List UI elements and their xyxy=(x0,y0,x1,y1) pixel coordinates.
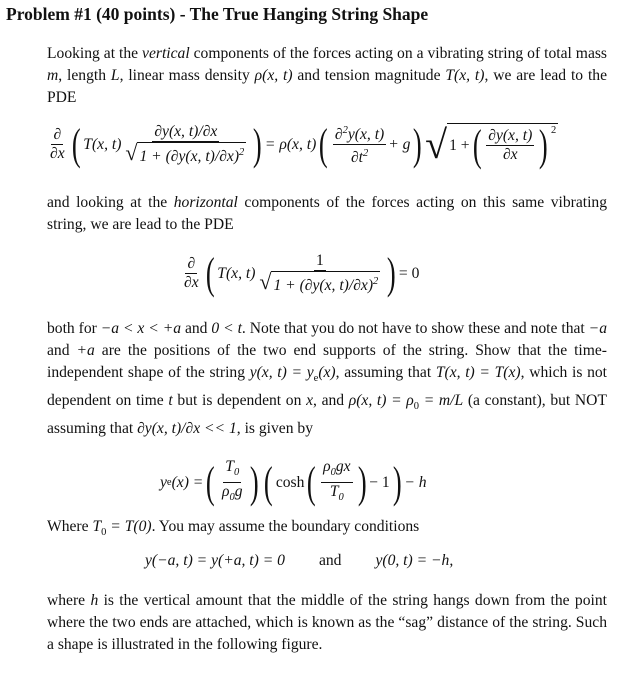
cosh: cosh xyxy=(275,473,305,491)
horizontal-paragraph xyxy=(47,192,607,236)
exp: 2 xyxy=(373,276,379,287)
math: T xyxy=(92,518,102,535)
T: T xyxy=(329,483,339,501)
text: . Note that you do not have to show these and note that xyxy=(241,320,589,337)
text: Looking at the xyxy=(47,45,143,62)
partial: ∂ xyxy=(53,126,62,144)
conditions-paragraph xyxy=(47,318,607,440)
text: is the vertical amount that the middle of the string hangs down from the point where the two ends are attached, which is known as the “sag” distance of the string. Such a shape is illustrated in the following figure. xyxy=(47,592,607,653)
tension: T(x, t) xyxy=(83,135,122,153)
dx: ∂x xyxy=(502,146,518,164)
math: x xyxy=(306,392,313,410)
sub: 0 xyxy=(330,467,336,479)
math: = T(0) xyxy=(106,518,152,535)
sag-paragraph xyxy=(47,590,607,656)
partial-x: ∂x xyxy=(184,274,199,292)
text: , and xyxy=(313,392,349,410)
text: but is dependent on xyxy=(172,392,307,410)
text: , is given by xyxy=(236,420,313,438)
numerator: ∂y(x, t)/∂x xyxy=(154,123,218,141)
dt: ∂t xyxy=(350,149,363,167)
text: and xyxy=(47,342,77,359)
dy: ∂y(x, t) xyxy=(488,127,533,145)
sub: e xyxy=(166,477,172,489)
text: , assuming that xyxy=(335,364,436,381)
gravity: + g xyxy=(388,135,411,153)
minus-one: − 1 xyxy=(369,473,390,491)
minus-h: − h xyxy=(404,473,427,491)
math: t xyxy=(168,392,173,410)
math: L xyxy=(110,67,120,84)
text: components of the forces acting on this same vibrating string, we are lead to the PDE xyxy=(47,194,607,233)
math: ρ(x, t) xyxy=(254,67,293,84)
math: −a xyxy=(588,320,607,337)
gx: gx xyxy=(335,458,351,475)
rhs: = 0 xyxy=(398,264,420,282)
text: are the positions of the two end supports of the string. Show that the time-independent shape of the string xyxy=(47,342,607,381)
sub: 0 xyxy=(229,492,235,504)
y: y(x, t) xyxy=(347,126,385,144)
problem-title: Problem #1 (40 points) - The True Hanging String Shape xyxy=(6,4,429,24)
partial: ∂ xyxy=(187,255,196,273)
bc-ends: y(−a, t) = y(+a, t) = 0 xyxy=(145,552,285,569)
sub: 0 xyxy=(338,492,344,504)
math: m xyxy=(47,67,59,84)
text: where xyxy=(47,592,91,609)
text: , linear mass density xyxy=(119,67,255,84)
numerator: 1 xyxy=(315,252,324,269)
text: and tension magnitude xyxy=(292,67,446,84)
x: (x) = xyxy=(171,473,204,491)
math: T(x, t) = T(x) xyxy=(435,364,521,381)
subscript: 0 xyxy=(413,401,420,413)
g: g xyxy=(234,483,243,501)
math: T(x, t) xyxy=(445,67,485,84)
T: T xyxy=(225,458,234,475)
text: and looking at the xyxy=(47,194,174,211)
subscript: 0 xyxy=(101,527,107,539)
text: and xyxy=(181,320,212,337)
text: . You may assume the boundary conditions xyxy=(151,518,420,535)
text: , which is not dependent on time xyxy=(47,364,607,410)
pde-vertical-equation: $\frac{\partial}{\partial x}$ ( T(x, t) ∂y(x, t)/∂x √ 1 + (∂y(x, t)/∂x)$^2$ ) = ρ(x, t) ( $\frac{\partial^2y(x, t)}{\partial t^2}$ + g ) √ 1 + ( $\frac{\partial y(x, t)}{\partial x}$ ) $^2$ xyxy=(50,119,557,170)
math: ∂y(x, t)/∂x << 1 xyxy=(137,420,237,438)
math: = m/L xyxy=(419,392,464,410)
exp: 2 xyxy=(342,125,348,136)
exp: 2 xyxy=(362,148,369,160)
math: −a < x < +a xyxy=(100,320,182,337)
subscript: e xyxy=(313,373,319,385)
math: y(x, t) = y xyxy=(249,364,314,381)
boundary-conditions xyxy=(145,552,453,570)
math: +a xyxy=(76,342,95,359)
text: both for xyxy=(47,320,101,337)
bc-middle: y(0, t) = −h, xyxy=(375,552,454,569)
emphasis: horizontal xyxy=(173,194,238,211)
text: components of the forces acting on a vibrating string of total mass xyxy=(189,45,607,62)
math: 0 < t xyxy=(211,320,242,337)
emphasis: vertical xyxy=(142,45,190,62)
sub: 0 xyxy=(233,467,240,479)
text: (a constant), but NOT assuming that xyxy=(47,392,607,438)
rho: = ρ(x, t) xyxy=(264,135,317,153)
and: and xyxy=(318,552,342,569)
math: ρ(x, t) = ρ xyxy=(348,392,414,410)
denominator: 1 + (∂y(x, t)/∂x) xyxy=(139,148,240,166)
d2: ∂ xyxy=(334,126,343,144)
exp: 2 xyxy=(239,147,245,159)
intro-paragraph xyxy=(47,43,607,109)
partial-x: ∂x xyxy=(50,145,65,163)
pde-horizontal-equation: $\frac{\partial}{\partial x}$ ( T(x, t) 1 √ 1 + (∂y(x, t)/∂x)$^2$ ) = 0 xyxy=(184,248,420,298)
one: 1 + xyxy=(449,136,470,154)
rho: ρ xyxy=(221,483,230,501)
tension: T(x, t) xyxy=(217,264,256,282)
denominator: 1 + (∂y(x, t)/∂x) xyxy=(273,277,374,295)
text: , we are lead to the PDE xyxy=(47,67,608,106)
rho: ρ xyxy=(323,458,331,475)
y: y xyxy=(160,473,167,491)
text: , length xyxy=(58,67,111,84)
text: Where xyxy=(47,518,93,535)
math: (x) xyxy=(318,364,336,381)
exp: 2 xyxy=(550,124,557,136)
catenary-equation: y e (x) = ( $\frac{T_0}{\rho_0g}$ ) ( cosh ( $\frac{\rho_0gx}{T_0}$ ) − 1 ) − h xyxy=(160,457,427,507)
where-paragraph xyxy=(47,516,607,544)
math: h xyxy=(90,592,99,609)
